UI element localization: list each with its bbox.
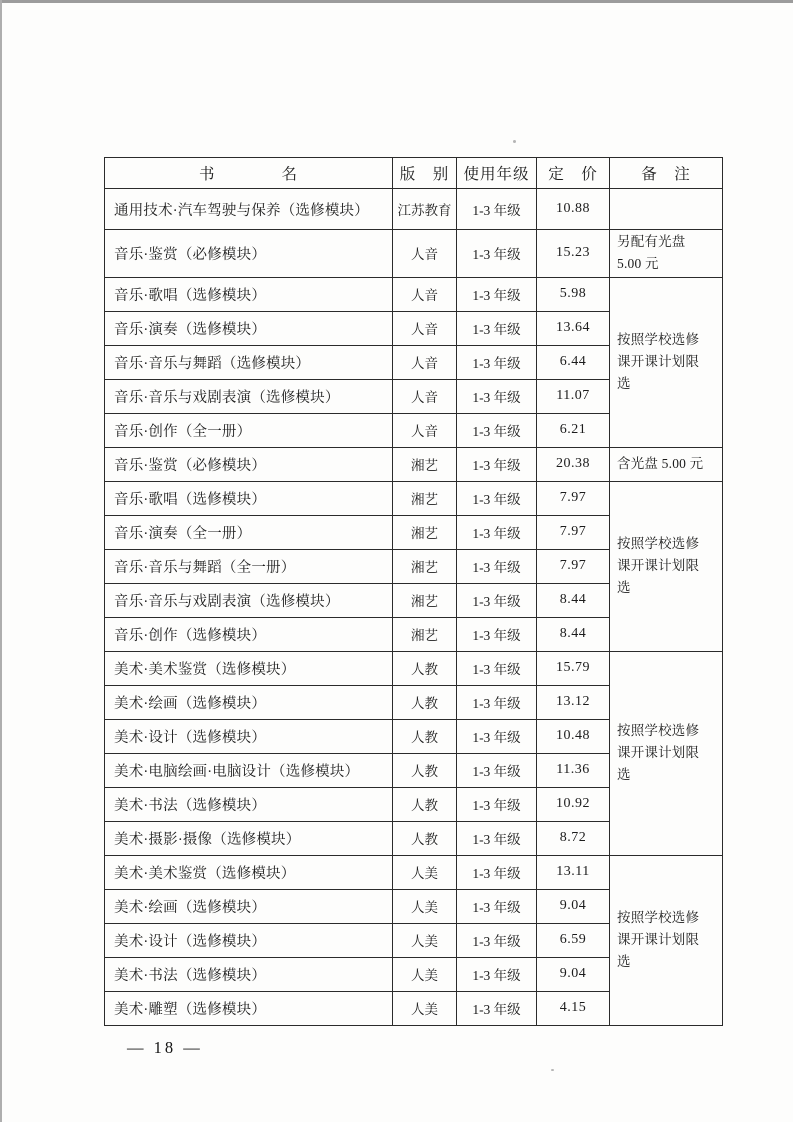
table-row xyxy=(105,855,723,889)
price-cell: 8.44 xyxy=(537,617,610,651)
grade-cell: 1-3 年级 xyxy=(457,447,537,481)
grade-cell: 1-3 年级 xyxy=(457,549,537,583)
grade-cell: 1-3 年级 xyxy=(457,957,537,991)
header-publisher: 版 别 xyxy=(393,158,457,189)
publisher-cell: 湘艺 xyxy=(393,515,457,549)
table-row xyxy=(105,651,723,685)
note-cell xyxy=(610,189,723,230)
book-title-cell: 音乐·创作（全一册） xyxy=(105,413,393,447)
publisher-cell: 湘艺 xyxy=(393,549,457,583)
publisher-cell: 人教 xyxy=(393,821,457,855)
book-title-cell: 音乐·歌唱（选修模块） xyxy=(105,277,393,311)
header-note: 备 注 xyxy=(610,158,723,189)
scan-edge-left xyxy=(0,0,2,1122)
book-title-cell: 音乐·音乐与戏剧表演（选修模块） xyxy=(105,583,393,617)
publisher-cell: 人音 xyxy=(393,230,457,278)
grade-cell: 1-3 年级 xyxy=(457,413,537,447)
book-title-cell: 音乐·创作（选修模块） xyxy=(105,617,393,651)
grade-cell: 1-3 年级 xyxy=(457,923,537,957)
book-title-cell: 美术·美术鉴赏（选修模块） xyxy=(105,855,393,889)
grade-cell: 1-3 年级 xyxy=(457,821,537,855)
grade-cell: 1-3 年级 xyxy=(457,685,537,719)
price-cell: 8.44 xyxy=(537,583,610,617)
book-title-cell: 音乐·演奏（全一册） xyxy=(105,515,393,549)
book-title-cell: 美术·设计（选修模块） xyxy=(105,923,393,957)
price-cell: 7.97 xyxy=(537,481,610,515)
book-title-cell: 美术·设计（选修模块） xyxy=(105,719,393,753)
publisher-cell: 人音 xyxy=(393,277,457,311)
price-cell: 11.07 xyxy=(537,379,610,413)
publisher-cell: 人音 xyxy=(393,379,457,413)
note-cell: 另配有光盘 5.00 元 xyxy=(610,230,723,278)
book-title-cell: 美术·书法（选修模块） xyxy=(105,957,393,991)
header-book-title: 书 名 xyxy=(105,158,393,189)
book-title-cell: 音乐·音乐与舞蹈（全一册） xyxy=(105,549,393,583)
book-title-cell: 美术·电脑绘画·电脑设计（选修模块） xyxy=(105,753,393,787)
grade-cell: 1-3 年级 xyxy=(457,277,537,311)
book-title-cell: 音乐·歌唱（选修模块） xyxy=(105,481,393,515)
price-cell: 9.04 xyxy=(537,889,610,923)
price-cell: 20.38 xyxy=(537,447,610,481)
publisher-cell: 人教 xyxy=(393,787,457,821)
price-cell: 7.97 xyxy=(537,549,610,583)
note-cell: 按照学校选修 课开课计划限 选 xyxy=(610,651,723,855)
publisher-cell: 人教 xyxy=(393,651,457,685)
book-title-cell: 美术·美术鉴赏（选修模块） xyxy=(105,651,393,685)
price-cell: 13.12 xyxy=(537,685,610,719)
book-title-cell: 音乐·鉴赏（必修模块） xyxy=(105,230,393,278)
note-cell: 含光盘 5.00 元 xyxy=(610,447,723,481)
book-title-cell: 美术·绘画（选修模块） xyxy=(105,685,393,719)
header-grade: 使用年级 xyxy=(457,158,537,189)
book-title-cell: 美术·摄影·摄像（选修模块） xyxy=(105,821,393,855)
price-cell: 10.88 xyxy=(537,189,610,230)
table-row xyxy=(105,230,723,278)
grade-cell: 1-3 年级 xyxy=(457,719,537,753)
book-table-body xyxy=(105,189,723,1026)
price-cell: 7.97 xyxy=(537,515,610,549)
book-title-cell: 音乐·鉴赏（必修模块） xyxy=(105,447,393,481)
price-cell: 13.64 xyxy=(537,311,610,345)
price-cell: 6.59 xyxy=(537,923,610,957)
grade-cell: 1-3 年级 xyxy=(457,583,537,617)
book-title-cell: 音乐·音乐与戏剧表演（选修模块） xyxy=(105,379,393,413)
table-row xyxy=(105,447,723,481)
table-row xyxy=(105,481,723,515)
grade-cell: 1-3 年级 xyxy=(457,345,537,379)
grade-cell: 1-3 年级 xyxy=(457,991,537,1025)
price-cell: 5.98 xyxy=(537,277,610,311)
grade-cell: 1-3 年级 xyxy=(457,379,537,413)
publisher-cell: 湘艺 xyxy=(393,617,457,651)
page-number: — 18 — xyxy=(127,1038,203,1057)
scan-speck xyxy=(513,140,516,143)
grade-cell: 1-3 年级 xyxy=(457,753,537,787)
price-cell: 4.15 xyxy=(537,991,610,1025)
publisher-cell: 湘艺 xyxy=(393,583,457,617)
book-price-table-section xyxy=(104,157,722,1026)
grade-cell: 1-3 年级 xyxy=(457,481,537,515)
grade-cell: 1-3 年级 xyxy=(457,311,537,345)
grade-cell: 1-3 年级 xyxy=(457,189,537,230)
book-price-table xyxy=(104,157,723,1026)
price-cell: 10.92 xyxy=(537,787,610,821)
publisher-cell: 人美 xyxy=(393,855,457,889)
book-title-cell: 美术·绘画（选修模块） xyxy=(105,889,393,923)
grade-cell: 1-3 年级 xyxy=(457,889,537,923)
publisher-cell: 人美 xyxy=(393,923,457,957)
book-title-cell: 音乐·演奏（选修模块） xyxy=(105,311,393,345)
price-cell: 11.36 xyxy=(537,753,610,787)
note-cell: 按照学校选修 课开课计划限 选 xyxy=(610,855,723,1025)
publisher-cell: 湘艺 xyxy=(393,447,457,481)
grade-cell: 1-3 年级 xyxy=(457,651,537,685)
table-row xyxy=(105,277,723,311)
publisher-cell: 人美 xyxy=(393,957,457,991)
publisher-cell: 人教 xyxy=(393,719,457,753)
publisher-cell: 人音 xyxy=(393,311,457,345)
table-header-row xyxy=(105,158,723,189)
book-title-cell: 美术·书法（选修模块） xyxy=(105,787,393,821)
grade-cell: 1-3 年级 xyxy=(457,230,537,278)
publisher-cell: 江苏教育 xyxy=(393,189,457,230)
book-title-cell: 美术·雕塑（选修模块） xyxy=(105,991,393,1025)
price-cell: 6.44 xyxy=(537,345,610,379)
publisher-cell: 人美 xyxy=(393,991,457,1025)
publisher-cell: 人音 xyxy=(393,413,457,447)
note-cell: 按照学校选修 课开课计划限 选 xyxy=(610,481,723,651)
header-price: 定 价 xyxy=(537,158,610,189)
price-cell: 10.48 xyxy=(537,719,610,753)
grade-cell: 1-3 年级 xyxy=(457,515,537,549)
publisher-cell: 人教 xyxy=(393,685,457,719)
publisher-cell: 人教 xyxy=(393,753,457,787)
price-cell: 6.21 xyxy=(537,413,610,447)
book-title-cell: 通用技术·汽车驾驶与保养（选修模块） xyxy=(105,189,393,230)
scan-speck xyxy=(551,1069,554,1071)
grade-cell: 1-3 年级 xyxy=(457,855,537,889)
price-cell: 15.79 xyxy=(537,651,610,685)
table-row xyxy=(105,189,723,230)
publisher-cell: 人音 xyxy=(393,345,457,379)
price-cell: 13.11 xyxy=(537,855,610,889)
scan-edge-top xyxy=(0,0,793,3)
publisher-cell: 湘艺 xyxy=(393,481,457,515)
grade-cell: 1-3 年级 xyxy=(457,617,537,651)
book-title-cell: 音乐·音乐与舞蹈（选修模块） xyxy=(105,345,393,379)
price-cell: 9.04 xyxy=(537,957,610,991)
publisher-cell: 人美 xyxy=(393,889,457,923)
note-cell: 按照学校选修 课开课计划限 选 xyxy=(610,277,723,447)
price-cell: 15.23 xyxy=(537,230,610,278)
price-cell: 8.72 xyxy=(537,821,610,855)
grade-cell: 1-3 年级 xyxy=(457,787,537,821)
